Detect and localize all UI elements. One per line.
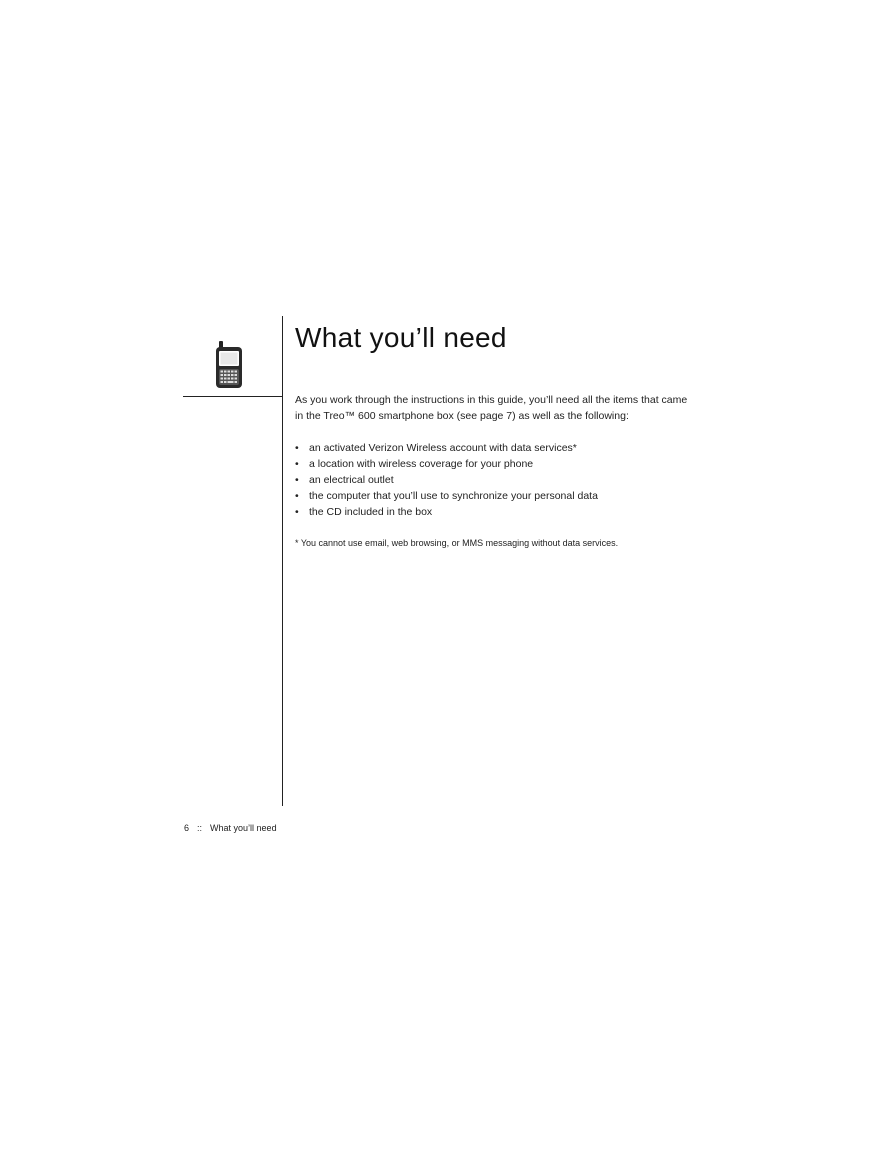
intro-paragraph <box>295 392 735 424</box>
page-title: What you’ll need <box>295 322 507 353</box>
list-item: • a location with wireless coverage for your phone <box>295 456 598 472</box>
page-number: 6 <box>184 823 190 833</box>
margin-horizontal-rule <box>183 396 283 397</box>
list-item: • an electrical outlet <box>295 472 598 488</box>
requirements-list <box>295 440 598 520</box>
footer-separator: :: <box>197 823 203 833</box>
intro-line: in the Treo™ 600 smartphone box (see page 7) as well as the following: <box>295 410 629 422</box>
footer-section-title: What you’ll need <box>210 823 277 833</box>
list-item: • the CD included in the box <box>295 504 598 520</box>
smartphone-icon <box>214 341 244 389</box>
intro-line: As you work through the instructions in this guide, you’ll need all the items that came <box>295 394 688 406</box>
footnote: * You cannot use email, web browsing, or MMS messaging without data services. <box>295 538 619 548</box>
page-footer <box>184 823 277 833</box>
list-item: • the computer that you’ll use to synchronize your personal data <box>295 488 598 504</box>
list-item: • an activated Verizon Wireless account with data services* <box>295 440 598 456</box>
margin-vertical-rule <box>282 316 283 806</box>
